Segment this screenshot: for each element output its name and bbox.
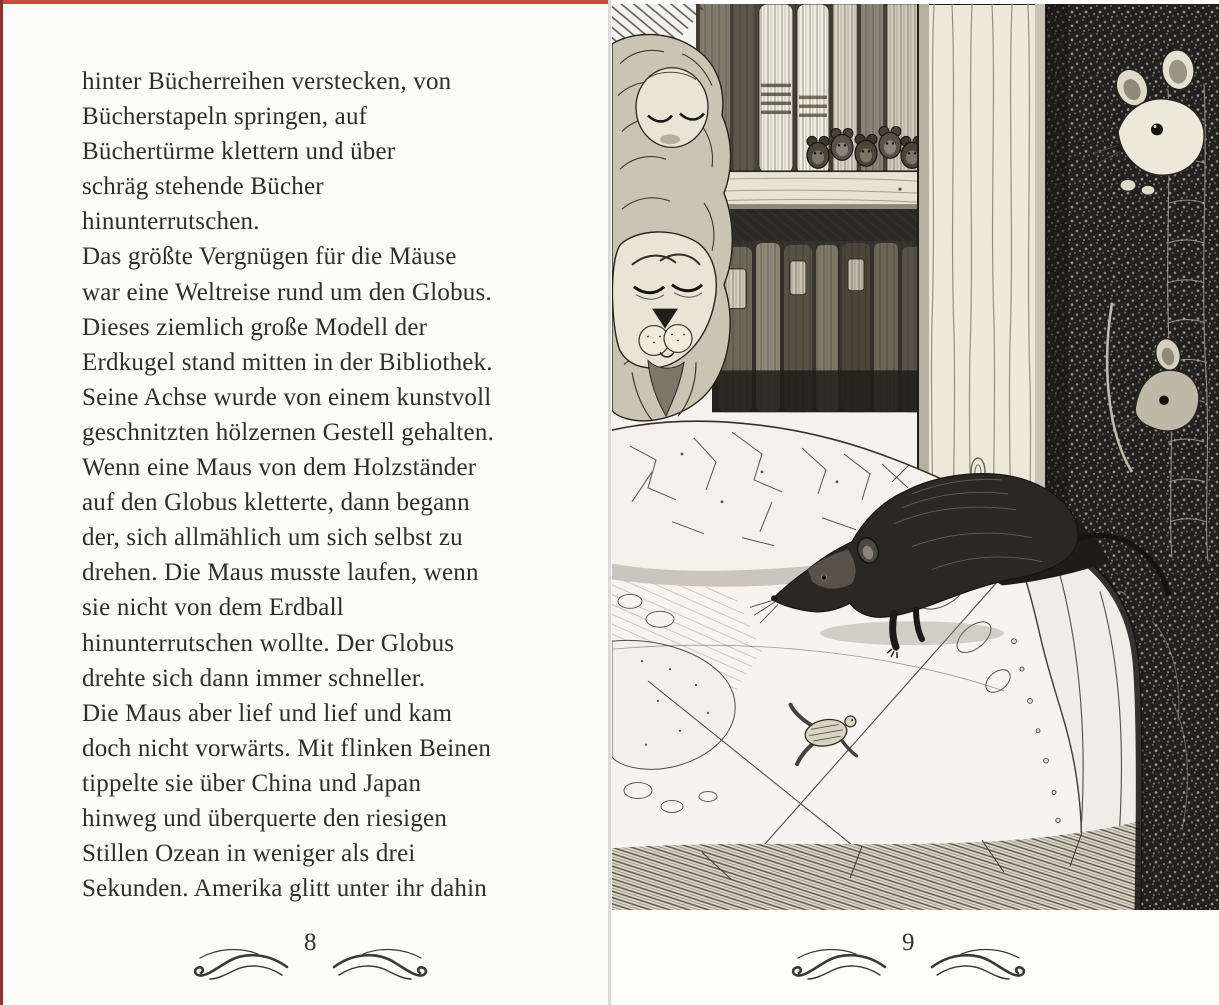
- page-left: [3, 4, 608, 1005]
- text-line: drehte sich dann immer schneller.: [82, 664, 426, 692]
- lion-carving: [612, 35, 732, 421]
- flourish-right-icon: [327, 945, 431, 991]
- text-line: Bücherstapeln springen, auf: [82, 103, 368, 131]
- text-line: sie nicht von dem Erdball: [82, 594, 344, 622]
- flourish-left-icon: [788, 945, 892, 991]
- text-line: war eine Weltreise rund um den Globus.: [82, 278, 492, 306]
- text-line: Wenn eine Maus von dem Holzständer: [82, 454, 477, 482]
- text-line: Die Maus aber lief und lief und kam: [82, 699, 453, 727]
- etching-svg: [612, 4, 1219, 910]
- text-line: hinweg und überquerte den riesigen: [82, 804, 448, 832]
- page-right: [611, 0, 1219, 1005]
- wooden-post: [918, 4, 1046, 550]
- text-line: Erdkugel stand mitten in der Bibliothek.: [82, 348, 493, 376]
- rat-shadow: [820, 621, 1004, 645]
- text-line: hinter Bücherreihen verstecken, von: [82, 68, 452, 95]
- page-footer-left: [190, 930, 431, 991]
- story-text: [82, 64, 587, 906]
- text-line: auf den Globus kletterte, dann begann: [82, 489, 470, 517]
- text-line: Seine Achse wurde von einem kunstvoll: [82, 383, 492, 411]
- bookshelf-bottom-row: [712, 241, 924, 412]
- page-footer-right: [788, 930, 1029, 991]
- rat-eye: [821, 575, 826, 580]
- text-line: drehen. Die Maus musste laufen, wenn: [82, 559, 479, 587]
- text-line: Das größte Vergnügen für die Mäuse: [82, 243, 457, 271]
- text-line: Sekunden. Amerika glitt unter ihr dahin: [82, 875, 487, 903]
- text-line: Büchertürme klettern und über: [82, 138, 396, 166]
- text-line: hinunterrutschen wollte. Der Globus: [82, 629, 455, 657]
- text-line: der, sich allmählich um sich selbst zu: [82, 524, 463, 552]
- text-line: doch nicht vorwärts. Mit flinken Beinen: [82, 734, 492, 762]
- flourish-right-icon: [925, 945, 1029, 991]
- rat-front-leg: [893, 613, 896, 647]
- text-line: schräg stehende Bücher: [82, 173, 324, 201]
- text-line: tippelte sie über China und Japan: [82, 769, 422, 797]
- text-line: geschnitzten hölzernen Gestell gehalten.: [82, 418, 495, 446]
- text-line: Stillen Ozean in weniger als drei: [82, 840, 416, 868]
- flourish-left-icon: [190, 945, 294, 991]
- page-number-right: 9: [902, 929, 915, 956]
- text-line: Dieses ziemlich große Modell der: [82, 313, 428, 341]
- page-number-left: 8: [304, 929, 317, 956]
- library-globe-illustration: [612, 4, 1219, 910]
- text-line: hinunterrutschen.: [82, 208, 260, 236]
